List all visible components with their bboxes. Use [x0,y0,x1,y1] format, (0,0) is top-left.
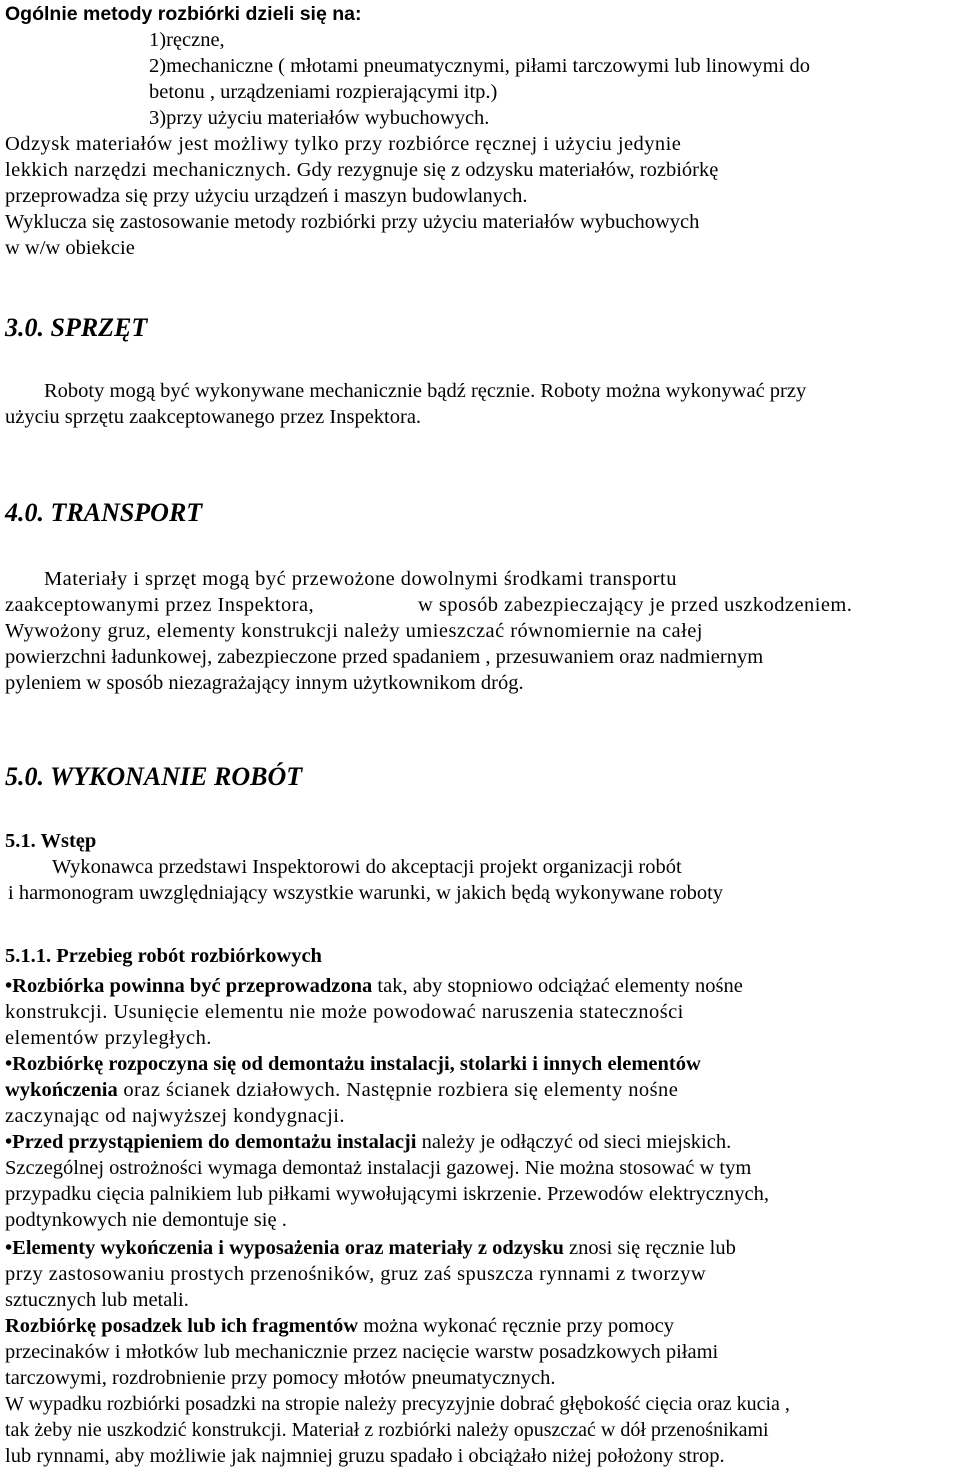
bullet-item-line: zaczynając od najwyższej kondygnacji. [5,1105,345,1127]
subsection-heading-przebieg: 5.1.1. Przebieg robót rozbiórkowych [5,945,322,967]
transport-paragraph-line: Materiały i sprzęt mogą być przewożone dowolnymi środkami transportu [44,568,677,590]
wstep-paragraph-line: Wykonawca przedstawi Inspektorowi do akceptacji projekt organizacji robót [52,856,682,878]
section-heading-wykonanie: 5.0. WYKONANIE ROBÓT [5,762,303,791]
bullet-item-line: elementów przyległych. [5,1027,212,1049]
bullet-item: •Przed przystąpieniem do demontażu instalacji należy je odłączyć od sieci miejskich. [5,1131,732,1153]
bullet-item-line: wykończenia oraz ścianek działowych. Następnie rozbiera się elementy nośne [5,1079,679,1101]
transport-paragraph-line: pyleniem w sposób niezagrażający innym użytkownikom dróg. [5,672,524,694]
bullet-item-line: podtynkowych nie demontuje się . [5,1209,287,1231]
intro-paragraph-line: przeprowadza się przy użyciu urządzeń i maszyn budowlanych. [5,185,528,207]
section-heading-transport: 4.0. TRANSPORT [5,498,203,527]
method-item-2: 2)mechaniczne ( młotami pneumatycznymi, piłami tarczowymi lub linowymi do [149,55,810,77]
sprzet-paragraph-line: Roboty mogą być wykonywane mechanicznie bądź ręcznie. Roboty można wykonywać przy [44,380,807,402]
intro-heading: Ogólnie metody rozbiórki dzieli się na: [5,3,362,25]
section-heading-sprzet: 3.0. SPRZĘT [5,313,148,342]
bullet-item-line: sztucznych lub metali. [5,1289,189,1311]
method-item-2-cont: betonu , urządzeniami rozpierającymi itp.) [149,81,498,103]
paragraph-line: przecinaków i młotków lub mechanicznie przez nacięcie warstw posadzkowych piłami [5,1341,719,1363]
paragraph-line: tak żeby nie uszkodzić konstrukcji. Materiał z rozbiórki należy opuszczać w dół przenośnikami [5,1419,769,1441]
bullet-item: •Rozbiórka powinna być przeprowadzona tak, aby stopniowo odciążać elementy nośne [5,975,743,997]
paragraph-line: lub rynnami, aby możliwie jak najmniej gruzu spadało i obciążało niżej położony strop. [5,1445,725,1467]
intro-paragraph-line: w w/w obiekcie [5,237,135,259]
transport-paragraph-line: Wywożony gruz, elementy konstrukcji należy umieszczać równomiernie na całej [5,620,703,642]
paragraph-line: tarczowymi, rozdrobnienie przy pomocy młotów pneumatycznych. [5,1367,556,1389]
intro-paragraph-line: Wyklucza się zastosowanie metody rozbiórki przy użyciu materiałów wybuchowych [5,211,700,233]
sprzet-paragraph-line: użyciu sprzętu zaakceptowanego przez Inspektora. [5,406,422,428]
bullet-item-line: Szczególnej ostrożności wymaga demontaż instalacji gazowej. Nie można stosować w tym [5,1157,752,1179]
bullet-item-line: przy zastosowaniu prostych przenośników, gruz zaś spuszcza rynnami z tworzyw [5,1263,707,1285]
method-item-1: 1)ręczne, [149,29,225,51]
paragraph-line: Rozbiórkę posadzek lub ich fragmentów można wykonać ręcznie przy pomocy [5,1315,674,1337]
bullet-item-line: konstrukcji. Usunięcie elementu nie może powodować naruszenia stateczności [5,1001,684,1023]
transport-paragraph-line: powierzchni ładunkowej, zabezpieczone przed spadaniem , przesuwaniem oraz nadmiernym [5,646,764,668]
intro-paragraph-line: Odzysk materiałów jest możliwy tylko przy rozbiórce ręcznej i użyciu jedynie [5,133,682,155]
paragraph-line: W wypadku rozbiórki posadzki na stropie należy precyzyjnie dobrać głębokość cięcia oraz kucia , [5,1393,790,1415]
wstep-paragraph-line: i harmonogram uwzględniający wszystkie warunki, w jakich będą wykonywane roboty [8,882,724,904]
transport-paragraph-line: zaakceptowanymi przez Inspektora, [5,594,315,616]
transport-paragraph-line: w sposób zabezpieczający je przed uszkodzeniem. [418,594,853,616]
bullet-item: •Elementy wykończenia i wyposażenia oraz materiały z odzysku znosi się ręcznie lub [5,1237,736,1259]
subsection-heading-wstep: 5.1. Wstęp [5,830,97,852]
bullet-item-line: przypadku cięcia palnikiem lub piłkami wywołującymi iskrzenie. Przewodów elektrycznych, [5,1183,769,1205]
method-item-3: 3)przy użyciu materiałów wybuchowych. [149,107,490,129]
bullet-item: •Rozbiórkę rozpoczyna się od demontażu instalacji, stolarki i innych elementów [5,1053,701,1075]
intro-paragraph-line: lekkich narzędzi mechanicznych. Gdy rezygnuje się z odzysku materiałów, rozbiórkę [5,159,719,181]
